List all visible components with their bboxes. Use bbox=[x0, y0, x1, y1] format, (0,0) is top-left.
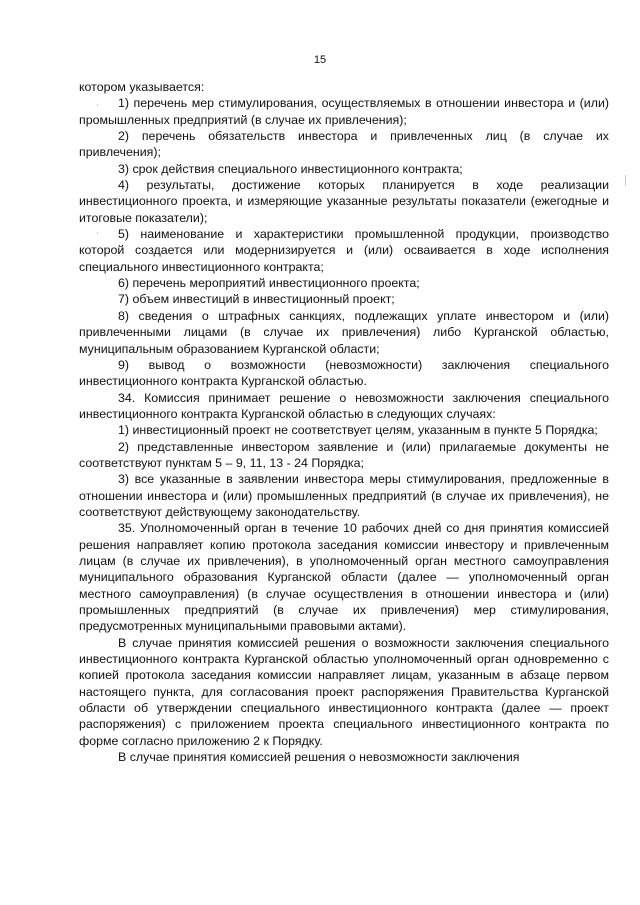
scan-margin-mark bbox=[625, 175, 626, 186]
paragraph: 3) срок действия специального инвестиционного контракта; bbox=[118, 161, 463, 176]
paragraph: 9) вывод о возможности (невозможности) заключения специального инвестиционного контракта Курганской областью. bbox=[79, 357, 609, 389]
document-body bbox=[79, 79, 609, 765]
paragraph: 6) перечень мероприятий инвестиционного проекта; bbox=[118, 276, 420, 291]
paragraph: котором указывается: bbox=[79, 80, 205, 94]
page-number: 15 bbox=[313, 54, 327, 66]
paragraph: 2) представленные инвестором заявление и (или) прилагаемые документы не соответствуют пунктам 5 – 9, 11, 13 - 24 Порядка; bbox=[79, 439, 609, 470]
paragraph: 1) перечень мер стимулирования, осуществляемых в отношении инвестора и (или) промышленных предприятий (в случае их привлечения); bbox=[79, 96, 609, 127]
paragraph: 8) сведения о штрафных санкциях, подлежащих уплате инвестором и (или) привлеченными лицами (в случае их привлечения) либо Курганской областью, муниципальным образованием Курганской области; bbox=[79, 308, 609, 356]
paragraph: 2) перечень обязательств инвестора и привлеченных лиц (в случае их привлечения); bbox=[79, 129, 609, 160]
paragraph: 3) все указанные в заявлении инвестора меры стимулирования, предложенные в отношении инвестора и (или) промышленных предприятий (в случае их привлечения), не соответствуют действующему законодательству. bbox=[79, 472, 609, 519]
paragraph: 5) наименование и характеристики промышленной продукции, производство которой создается или модернизируется и (или) осваивается в ходе исполнения специального инвестиционного контракта; bbox=[79, 227, 609, 274]
paragraph: В случае принятия комиссией решения о возможности заключения специального инвестиционного контракта Курганской областью уполномоченный орган одновременно с копией протокола заседания комиссии направляет лицам, указанным в абзаце первом настоящего пункта, для согласования проект распоряжения Правительства Курганской области об утверждении специального инвестиционного контракта (далее — проект распоряжения) с приложением проекта специального инвестиционного контракта по форме согласно приложению 2 к Порядку. bbox=[79, 635, 609, 748]
paragraph: 1) инвестиционный проект не соответствует целям, указанным в пункте 5 Порядка; bbox=[118, 423, 598, 438]
paragraph: В случае принятия комиссией решения о невозможности заключения bbox=[118, 750, 520, 765]
paragraph: 35. Уполномоченный орган в течение 10 рабочих дней со дня принятия комиссией решения направляет копию протокола заседания комиссии инвестору и привлеченным лицам (в случае их привлечения), в уполномоченный орган местного самоуправления муниципального образования Курганской области (далее — уполномоченный орган местного самоуправления) (в случае осуществления в отношении инвестора и (или) промышленных предприятий (в случае их привлечения) мер стимулирования, предусмотренных муниципальными правовыми актами). bbox=[79, 521, 609, 634]
paragraph: 7) объем инвестиций в инвестиционный проект; bbox=[118, 292, 395, 307]
paragraph: 34. Комиссия принимает решение о невозможности заключения специального инвестиционного контракта Курганской областью в следующих случаях: bbox=[79, 390, 609, 421]
paragraph: 4) результаты, достижение которых планируется в ходе реализации инвестиционного проекта, и измеряющие указанные результаты показатели (ежегодные и итоговые показатели); bbox=[79, 178, 609, 225]
